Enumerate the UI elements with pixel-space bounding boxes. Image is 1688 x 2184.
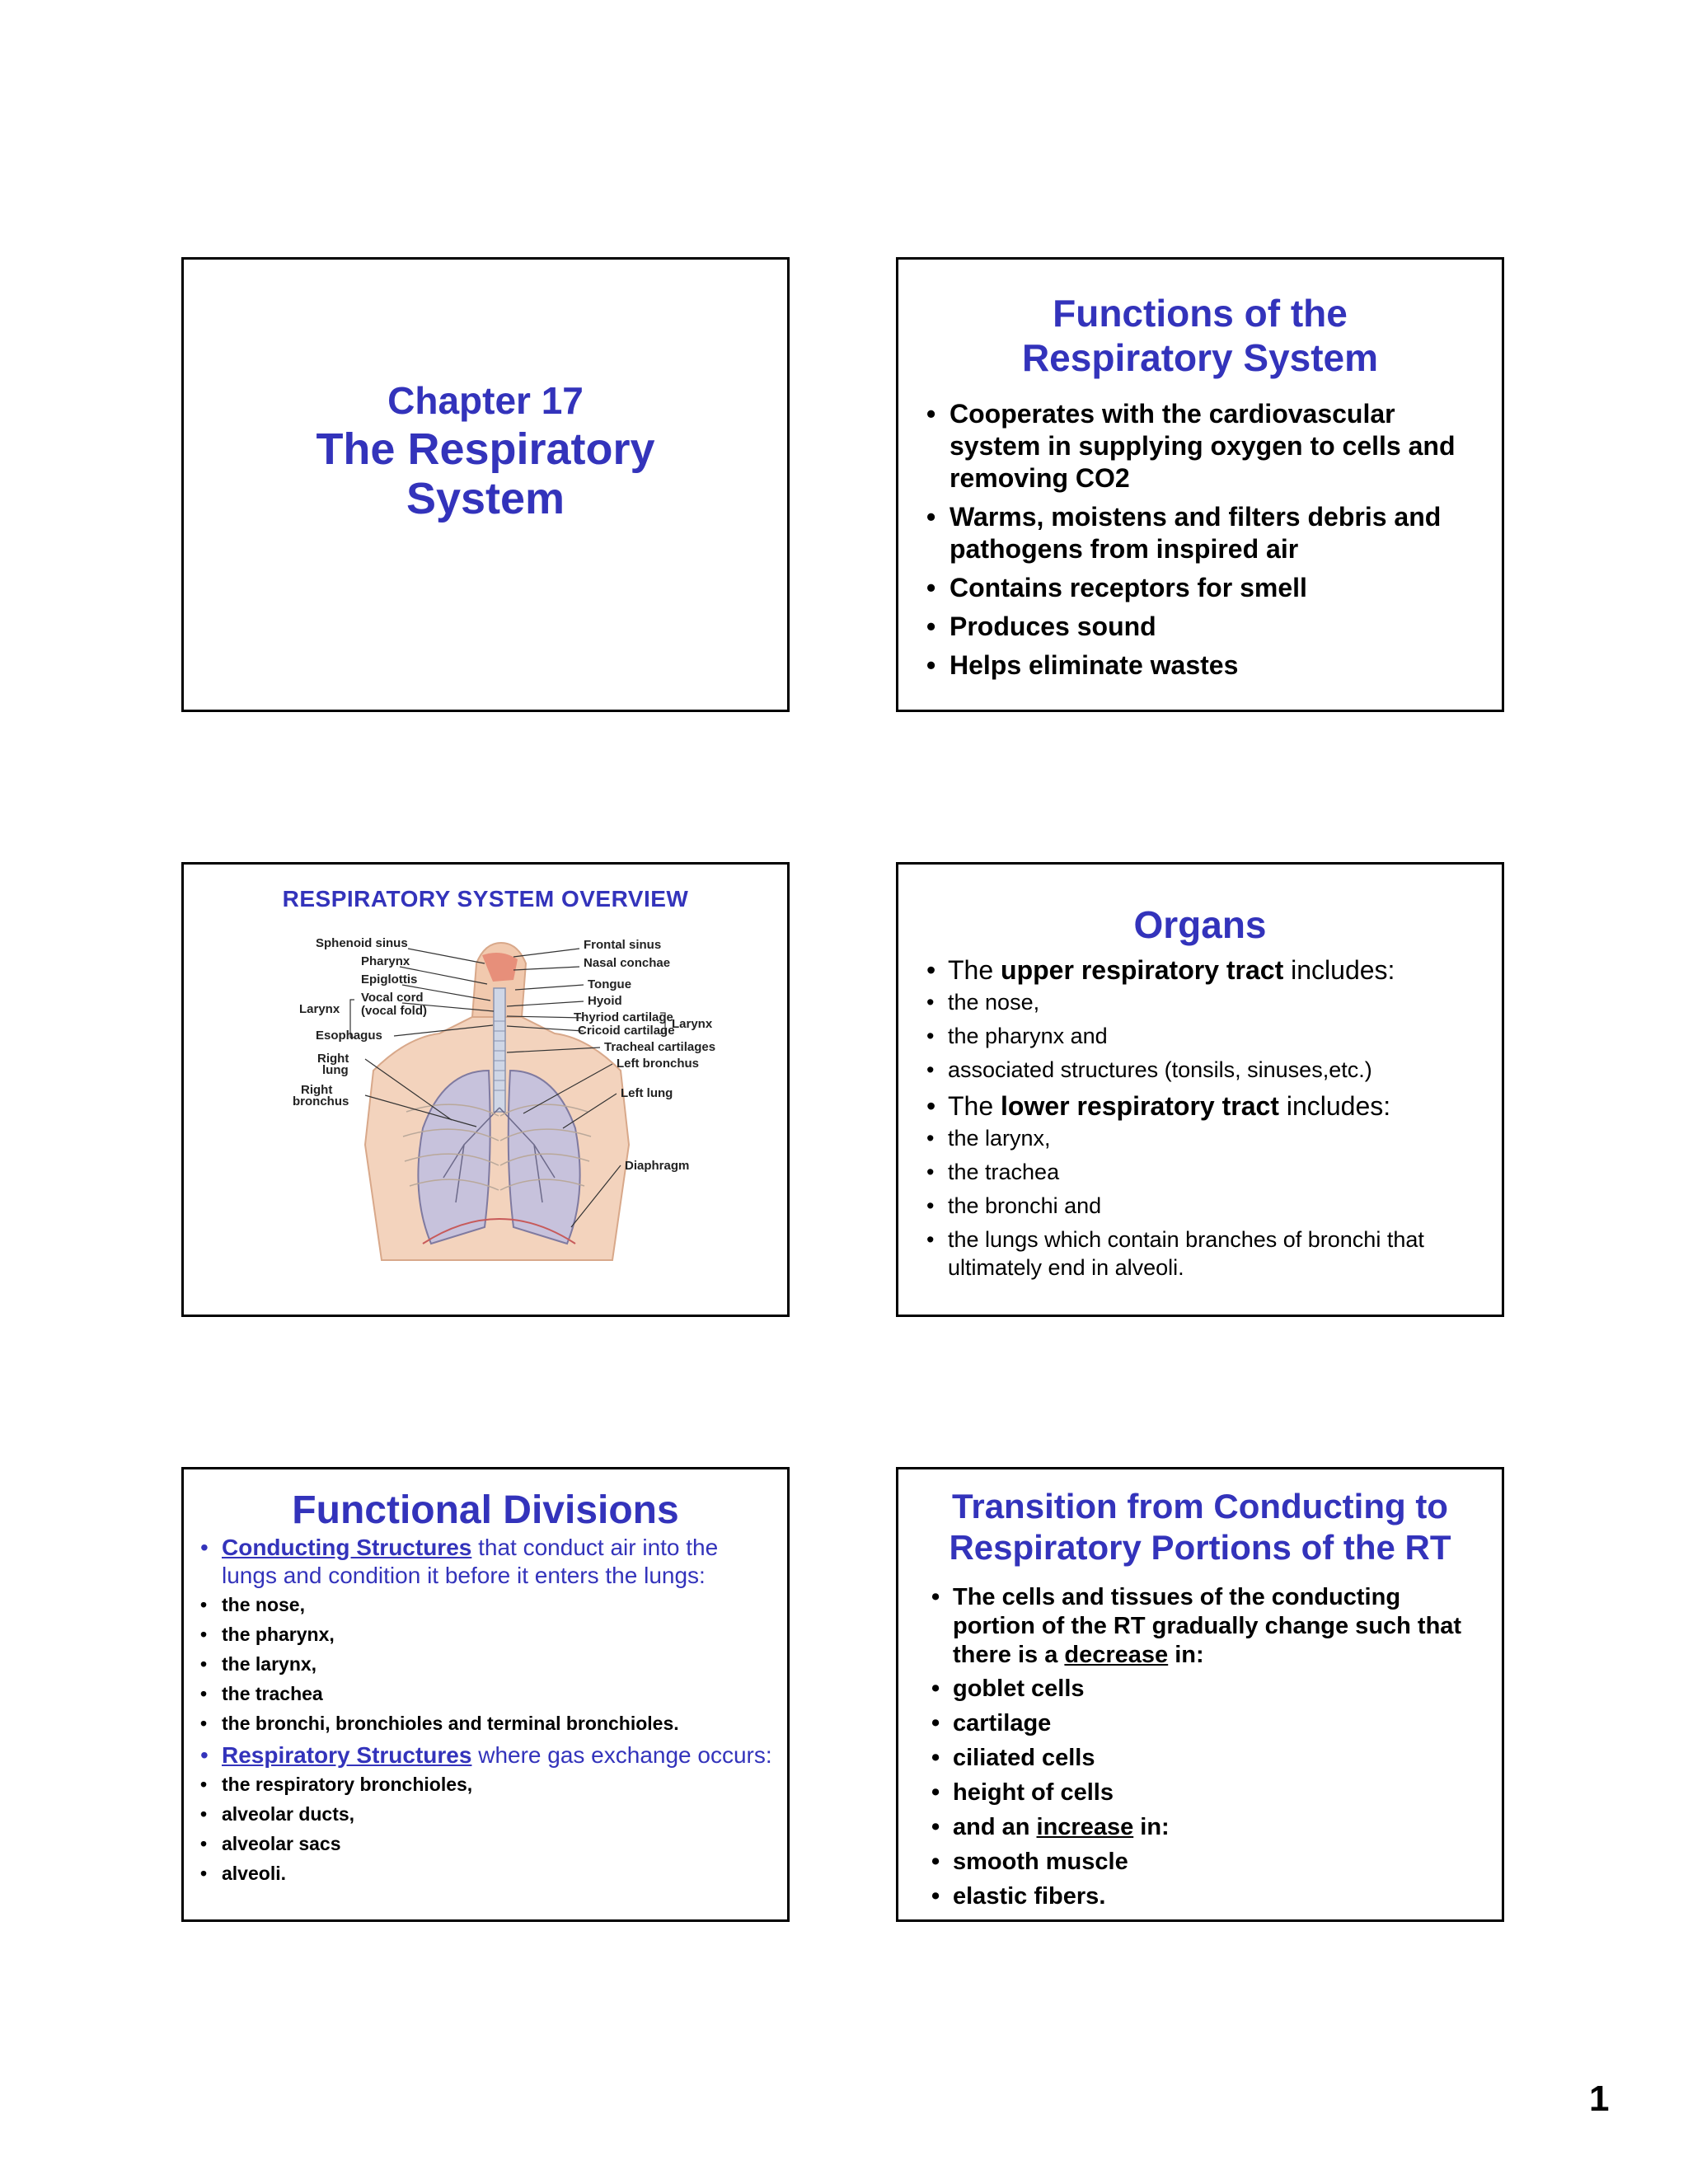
- list-item: • the larynx,: [923, 1124, 1485, 1152]
- lower-bold: lower respiratory tract: [1001, 1091, 1279, 1121]
- slide-title: Organs: [1133, 903, 1267, 946]
- label-tongue: Tongue: [588, 977, 632, 991]
- label-diaphragm: Diaphragm: [625, 1159, 690, 1173]
- list-item: • alveolar ducts,: [197, 1802, 772, 1826]
- lower-prefix: The: [948, 1091, 1001, 1121]
- increase-end: in:: [1133, 1814, 1170, 1840]
- list-item: • the pharynx,: [197, 1623, 772, 1647]
- intro-item: [928, 1583, 1485, 1670]
- functions-list: [923, 398, 1485, 682]
- list-item: • Contains receptors for smell: [923, 572, 1485, 604]
- list-item: • the lungs which contain branches of bronchi that ultimately end in alveoli.: [923, 1226, 1485, 1282]
- divisions-list: [197, 1534, 772, 1886]
- label-esophagus: Esophagus: [316, 1029, 382, 1043]
- label-frontal-sinus: Frontal sinus: [584, 938, 662, 952]
- label-left-lung: Left lung: [621, 1086, 673, 1100]
- label-thyroid-cartilage: Thyriod cartilage: [574, 1010, 673, 1024]
- chapter-number: Chapter 17: [387, 379, 584, 422]
- lower-tract-heading: [923, 1090, 1485, 1122]
- slide-organs: [896, 862, 1504, 1317]
- list-item: • ciliated cells: [928, 1744, 1485, 1773]
- increase-word: increase: [1036, 1814, 1134, 1840]
- slide-header: RESPIRATORY SYSTEM OVERVIEW: [282, 886, 689, 912]
- page-number: 1: [1589, 2079, 1610, 2119]
- slide-overview: [181, 862, 790, 1317]
- label-hyoid: Hyoid: [588, 994, 622, 1008]
- list-item: • Helps eliminate wastes: [923, 649, 1485, 682]
- label-cricoid-cartilage: Cricoid cartilage: [578, 1024, 675, 1038]
- list-item: • the trachea: [923, 1158, 1485, 1186]
- title-line2: Respiratory Portions of the RT: [949, 1528, 1451, 1567]
- label-sphenoid-sinus: Sphenoid sinus: [316, 936, 408, 950]
- upper-suffix: includes:: [1283, 955, 1395, 985]
- list-item: • the pharynx and: [923, 1022, 1485, 1050]
- upper-tract-heading: [923, 954, 1485, 987]
- label-right-bronchus-2: bronchus: [293, 1094, 349, 1108]
- respiratory-text: where gas exchange occurs:: [471, 1742, 772, 1768]
- list-item: • elastic fibers.: [928, 1882, 1485, 1911]
- list-item: • the bronchi, bronchioles and terminal bronchioles.: [197, 1712, 772, 1736]
- intro-text: The cells and tissues of the conducting portion of the RT gradually change such that there is a: [953, 1584, 1462, 1668]
- list-item: • alveolar sacs: [197, 1832, 772, 1856]
- title-line1: Transition from Conducting to: [952, 1487, 1448, 1526]
- respiratory-heading: [197, 1741, 772, 1769]
- title-line2: Respiratory System: [1021, 336, 1379, 379]
- list-item: • Cooperates with the cardiovascular system in supplying oxygen to cells and removing CO2: [923, 398, 1485, 494]
- list-item: • Produces sound: [923, 611, 1485, 643]
- slide-title: [898, 291, 1502, 380]
- label-vocal-cord: Vocal cord: [361, 991, 424, 1005]
- label-nasal-conchae: Nasal conchae: [584, 956, 671, 970]
- label-tracheal-cartilages: Tracheal cartilages: [604, 1040, 716, 1054]
- label-pharynx: Pharynx: [361, 954, 410, 968]
- list-item: • alveoli.: [197, 1862, 772, 1886]
- list-item: • Warms, moistens and filters debris and pathogens from inspired air: [923, 501, 1485, 565]
- transition-list: [928, 1583, 1485, 1911]
- list-item: • the respiratory bronchioles,: [197, 1773, 772, 1797]
- conducting-text: that conduct air into the lungs and condition it before it enters the lungs:: [222, 1535, 719, 1588]
- label-epiglottis: Epiglottis: [361, 972, 418, 987]
- intro-end: in:: [1168, 1642, 1204, 1668]
- slide-title: [898, 1486, 1502, 1568]
- list-item: • height of cells: [928, 1779, 1485, 1807]
- label-larynx-right: Larynx: [672, 1017, 713, 1031]
- increase-item: [928, 1813, 1485, 1842]
- list-item: • goblet cells: [928, 1675, 1485, 1704]
- organs-list: [923, 954, 1485, 1282]
- label-right-lung-2: lung: [322, 1063, 349, 1077]
- conducting-structures-link[interactable]: Conducting Structures: [222, 1535, 472, 1560]
- list-item: • the bronchi and: [923, 1192, 1485, 1220]
- list-item: • the nose,: [197, 1593, 772, 1617]
- slide-chapter-title: [181, 257, 790, 712]
- label-vocal-fold: (vocal fold): [361, 1004, 428, 1018]
- label-right-bronchus-1: Right: [301, 1083, 333, 1097]
- label-larynx-left: Larynx: [299, 1002, 340, 1016]
- label-right-lung-1: Right: [317, 1052, 349, 1066]
- list-item: • the larynx,: [197, 1652, 772, 1676]
- chapter-title-line1: The Respiratory: [316, 424, 655, 474]
- title-line1: Functions of the: [1053, 292, 1348, 335]
- list-item: • associated structures (tonsils, sinuses,etc.): [923, 1056, 1485, 1084]
- conducting-heading: [197, 1534, 772, 1590]
- chapter-title-block: [184, 377, 787, 523]
- list-item: • the trachea: [197, 1682, 772, 1706]
- list-item: • cartilage: [928, 1709, 1485, 1738]
- increase-prefix: and an: [953, 1814, 1037, 1840]
- slide-transition: [896, 1467, 1504, 1922]
- slide-title: Functional Divisions: [292, 1488, 679, 1532]
- slide-functions: [896, 257, 1504, 712]
- respiratory-diagram: [266, 930, 728, 1293]
- respiratory-structures-link[interactable]: Respiratory Structures: [222, 1742, 472, 1768]
- lower-suffix: includes:: [1278, 1091, 1391, 1121]
- slide-functional-divisions: [181, 1467, 790, 1922]
- upper-prefix: The: [948, 955, 1001, 985]
- upper-bold: upper respiratory tract: [1001, 955, 1284, 985]
- chapter-title-line2: System: [406, 474, 565, 523]
- decrease-word: decrease: [1064, 1642, 1169, 1668]
- list-item: • the nose,: [923, 988, 1485, 1016]
- label-left-bronchus: Left bronchus: [617, 1057, 699, 1071]
- list-item: • smooth muscle: [928, 1848, 1485, 1877]
